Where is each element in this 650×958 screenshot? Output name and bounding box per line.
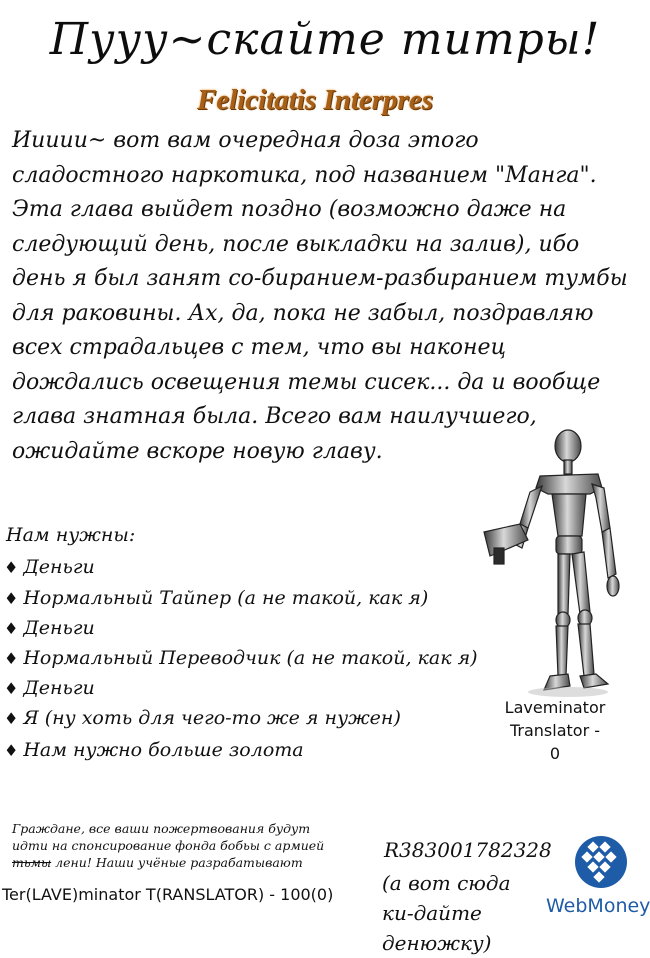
need-item	[4, 617, 95, 639]
need-item-label: Нормальный Переводчик (а не такой, как я)	[23, 647, 478, 669]
intro-text: Иииии~ вот вам очередная доза этого сладостного наркотика, под названием "Манга". Эта глава выйдет поздно (возможно даже на следующий день, после выкладки на залив), ибо день я был занят со-биранием-разбиранием тумбы для раковины. Ах, да, пока не забыл, поздравляю всех страдальцев с тем, что вы наконец дождались освещения темы сисек... да и вообще глава знатная была. Всего вам наилучшего, ожидайте вскоре новую главу.	[12, 128, 628, 464]
donation-note	[12, 820, 342, 871]
need-item	[4, 677, 95, 699]
wallet-number: R383001782328	[384, 838, 552, 862]
webmoney-globe-icon	[568, 833, 634, 891]
needs-title: Нам нужны:	[6, 524, 136, 546]
terminator-robot-icon	[470, 428, 630, 700]
wallet-note: (а вот сюда ки-дайте денюжку)	[382, 871, 511, 955]
need-item-label: Нам нужно больше золота	[23, 739, 304, 761]
need-item	[4, 707, 401, 729]
need-item-label: Нормальный Тайпер (а не такой, как я)	[23, 587, 429, 609]
need-item	[4, 647, 478, 669]
need-item-label: Я (ну хоть для чего-то же я нужен)	[23, 707, 401, 729]
need-item	[4, 587, 428, 609]
footer-credit: Ter(LAVE)minator T(RANSLATOR) - 100(0)	[2, 885, 334, 904]
credit-line: 0	[549, 744, 561, 763]
credit-line: Laveminator	[504, 698, 606, 717]
need-item	[4, 739, 304, 761]
bullet-icon: ♦	[4, 558, 19, 577]
bullet-icon: ♦	[4, 741, 19, 760]
need-item-label: Деньги	[23, 617, 95, 639]
bullet-icon: ♦	[4, 709, 19, 728]
bullet-icon: ♦	[4, 679, 19, 698]
translator-credit	[490, 696, 620, 765]
page-title: Пууу~скайте титры!	[49, 14, 601, 65]
bullet-icon: ♦	[4, 649, 19, 668]
bullet-icon: ♦	[4, 589, 19, 608]
team-name: Felicitatis Interpres	[196, 84, 434, 116]
donation-note-end: лени! Наши учёные разрабатывают	[51, 855, 303, 870]
need-item-label: Деньги	[23, 556, 95, 578]
bullet-icon: ♦	[4, 619, 19, 638]
webmoney-name: WebMoney	[546, 895, 650, 917]
donation-note-start: Граждане, все ваши пожертвования будут идти на спонсирование фонда бобьы с армией	[12, 821, 325, 853]
need-item-label: Деньги	[23, 677, 95, 699]
need-item	[4, 556, 95, 578]
credit-line: Translator -	[509, 721, 601, 740]
donation-note-struck: тьмы	[12, 855, 52, 870]
